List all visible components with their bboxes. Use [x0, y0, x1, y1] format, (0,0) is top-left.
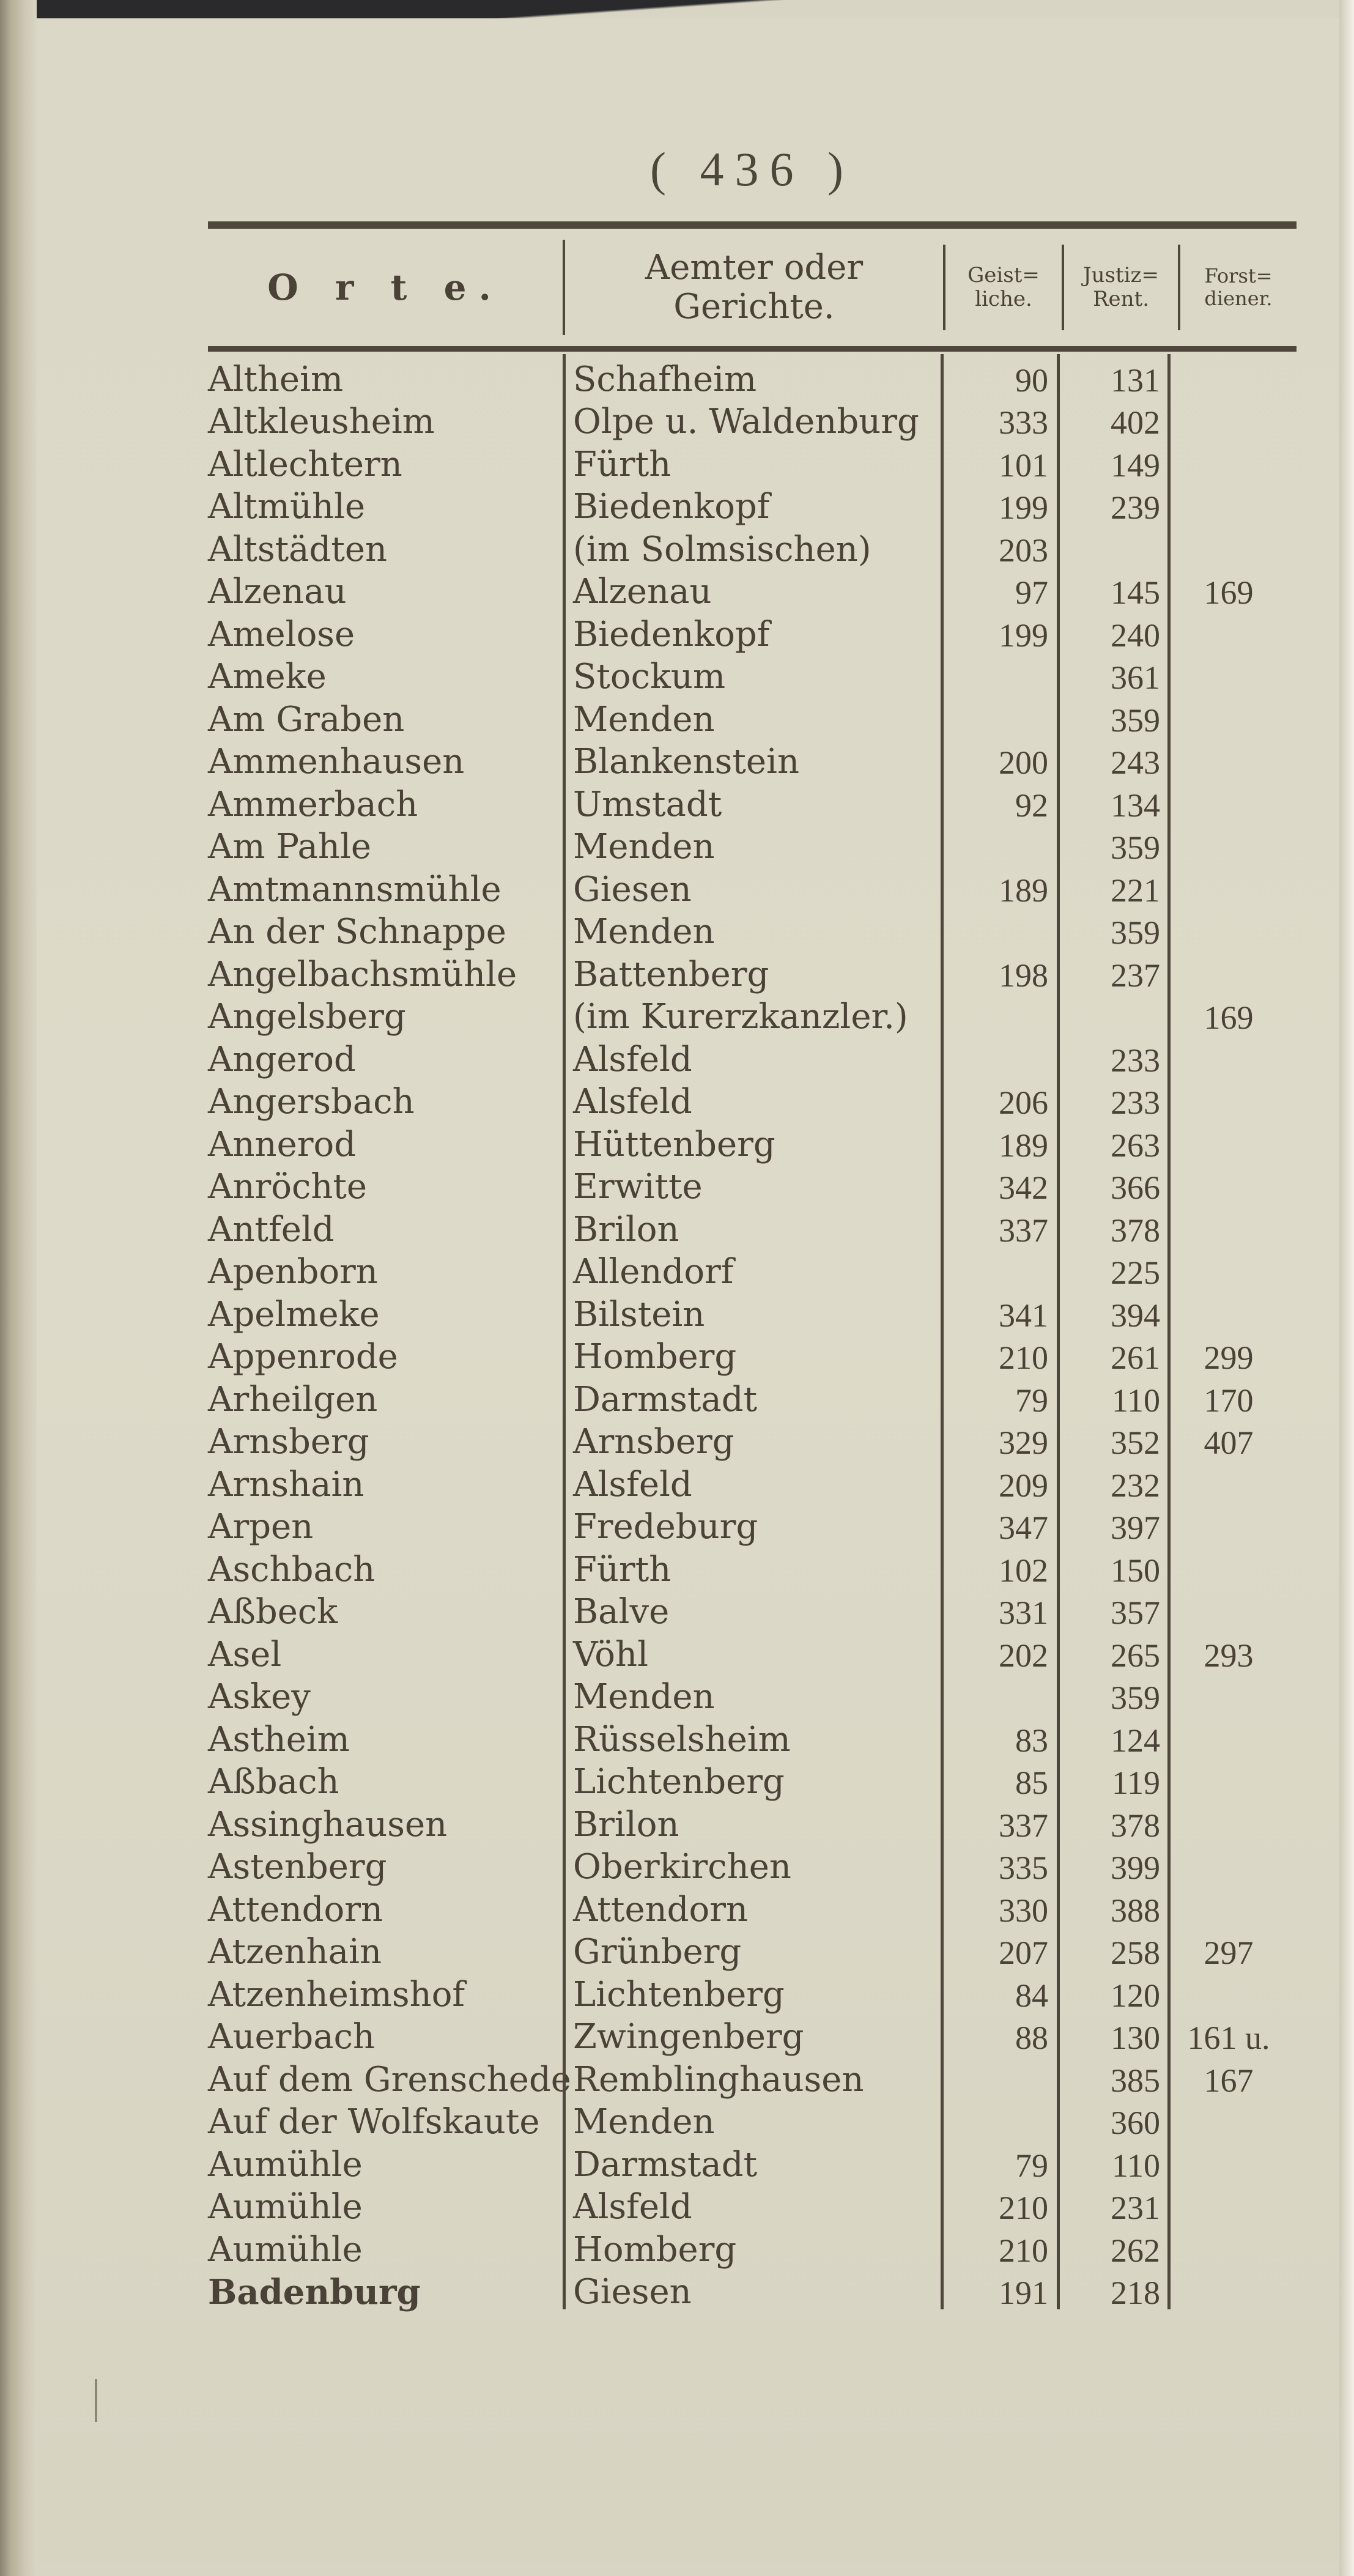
cell-geistliche: 347: [941, 1502, 1057, 1545]
table-row: [208, 2054, 1297, 2100]
table-row: [208, 609, 1297, 652]
cell-justiz-rent: 258: [1057, 1927, 1171, 1970]
cell-justiz-rent: [1057, 992, 1171, 1035]
cell-forstdiener: 169: [1204, 574, 1254, 611]
cell-justiz-rent: 261: [1057, 1332, 1171, 1375]
cell-amt: Biedenkopf: [563, 609, 941, 652]
table-row: [208, 992, 1297, 1035]
cell-amt: Grünberg: [563, 1927, 941, 1970]
cell-ort: Astheim: [208, 1719, 350, 1760]
margin-mark: [95, 2379, 97, 2422]
cell-geistliche: 191: [941, 2267, 1057, 2310]
cell-geistliche: 200: [941, 737, 1057, 780]
cell-justiz-rent: 239: [1057, 482, 1171, 525]
header-justiz-rent: [1062, 245, 1178, 330]
cell-geistliche: 342: [941, 1162, 1057, 1205]
cell-ort: Altkleusheim: [208, 402, 435, 442]
cell-amt: Bilstein: [563, 1289, 941, 1332]
table-row: [208, 1162, 1297, 1205]
cell-ort: Altheim: [208, 359, 344, 399]
cell-forstdiener: [1171, 1119, 1287, 1162]
table-body: [208, 354, 1297, 2312]
cell-forstdiener: [1171, 609, 1287, 652]
cell-geistliche: [941, 652, 1057, 695]
cell-geistliche: [941, 1247, 1057, 1290]
cell-forstdiener: [1171, 482, 1287, 525]
cell-forstdiener: [1171, 652, 1287, 695]
cell-justiz-rent: 131: [1057, 354, 1171, 397]
cell-ort: Ammenhausen: [208, 742, 465, 782]
table-row: [208, 1842, 1297, 1885]
cell-forstdiener: [1171, 2097, 1287, 2140]
cell-ort: Aumühle: [208, 2229, 363, 2270]
cell-ort: Aumühle: [208, 2144, 363, 2185]
cell-amt: Arnsberg: [563, 1417, 941, 1460]
cell-amt: Schafheim: [563, 354, 941, 397]
cell-ort: Arnshain: [208, 1464, 364, 1505]
cell-forstdiener: [1171, 1162, 1287, 1205]
cell-forstdiener: [1171, 1544, 1287, 1587]
cell-geistliche: 209: [941, 1459, 1057, 1502]
cell-forstdiener: 407: [1204, 1424, 1254, 1461]
cell-amt: Allendorf: [563, 1247, 941, 1290]
table-row: [208, 1417, 1297, 1460]
cell-ort: Assinghausen: [208, 1804, 448, 1845]
cell-ort: Am Graben: [208, 699, 405, 739]
cell-geistliche: 333: [941, 397, 1057, 440]
cell-justiz-rent: 378: [1057, 1799, 1171, 1842]
cell-geistliche: 189: [941, 864, 1057, 907]
cell-forstdiener: [1171, 1714, 1287, 1757]
cell-geistliche: [941, 2097, 1057, 2140]
cell-forstdiener: [1171, 779, 1287, 822]
cell-geistliche: 198: [941, 949, 1057, 992]
cell-amt: Alzenau: [563, 567, 941, 610]
cell-justiz-rent: 237: [1057, 949, 1171, 992]
table-row: [208, 737, 1297, 780]
cell-justiz-rent: 360: [1057, 2097, 1171, 2140]
cell-amt: Giesen: [563, 2267, 941, 2310]
table-row: [208, 1587, 1297, 1630]
cell-ort: Asel: [208, 1634, 282, 1675]
cell-justiz-rent: 243: [1057, 737, 1171, 780]
cell-geistliche: 199: [941, 609, 1057, 652]
table-row: [208, 1927, 1297, 1970]
header-forst-line1: Forst=: [1204, 264, 1273, 288]
cell-geistliche: 329: [941, 1417, 1057, 1460]
cell-amt: Blankenstein: [563, 737, 941, 780]
cell-justiz-rent: 397: [1057, 1502, 1171, 1545]
table-row: [208, 567, 1297, 610]
cell-forstdiener: [1171, 1842, 1287, 1885]
cell-amt: Darmstadt: [563, 1374, 941, 1417]
header-aemter-line2: Gerichte.: [673, 287, 835, 327]
page-number: ( 436 ): [650, 142, 854, 196]
cell-ort: Am Pahle: [208, 827, 372, 867]
cell-ort: Badenburg: [208, 2272, 421, 2312]
table-row: [208, 1502, 1297, 1545]
cell-amt: Erwitte: [563, 1162, 941, 1205]
cell-geistliche: 83: [941, 1714, 1057, 1757]
cell-ort: Askey: [208, 1677, 311, 1717]
cell-ort: Auf der Wolfskaute: [208, 2102, 540, 2142]
cell-ort: Apenborn: [208, 1252, 378, 1292]
cell-ort: Antfeld: [208, 1209, 335, 1249]
table-row: [208, 1884, 1297, 1930]
cell-ort: Angerod: [208, 1039, 356, 1079]
table-row: [208, 1714, 1297, 1760]
cell-amt: Biedenkopf: [563, 482, 941, 525]
table-row: [208, 2182, 1297, 2225]
cell-amt: Zwingenberg: [563, 2012, 941, 2055]
cell-amt: Umstadt: [563, 779, 941, 822]
page-right-edge: [1339, 0, 1354, 2576]
cell-amt: Olpe u. Waldenburg: [563, 397, 941, 440]
cell-amt: Alsfeld: [563, 1077, 941, 1120]
table-row: [208, 524, 1297, 567]
cell-geistliche: [941, 822, 1057, 865]
cell-ort: Annerod: [208, 1124, 357, 1164]
cell-forstdiener: [1171, 1289, 1287, 1332]
cell-forstdiener: [1171, 864, 1287, 907]
cell-ort: Amtmannsmühle: [208, 869, 501, 909]
cell-ort: An der Schnappe: [208, 912, 506, 952]
cell-geistliche: 341: [941, 1289, 1057, 1332]
place-register-table: [208, 221, 1297, 2312]
cell-amt: Fredeburg: [563, 1502, 941, 1545]
cell-geistliche: 85: [941, 1757, 1057, 1800]
cell-geistliche: 337: [941, 1799, 1057, 1842]
cell-amt: Fürth: [563, 1544, 941, 1587]
cell-amt: Remblinghausen: [563, 2054, 941, 2097]
table-row: [208, 907, 1297, 950]
cell-ort: Amelose: [208, 614, 355, 654]
header-aemter: [563, 240, 943, 335]
table-row: [208, 2224, 1297, 2270]
cell-forstdiener: 299: [1204, 1339, 1254, 1376]
cell-justiz-rent: 233: [1057, 1034, 1171, 1077]
cell-geistliche: [941, 992, 1057, 1035]
cell-justiz-rent: 134: [1057, 779, 1171, 822]
cell-justiz-rent: 361: [1057, 652, 1171, 695]
cell-amt: Menden: [563, 694, 941, 737]
cell-geistliche: 203: [941, 524, 1057, 567]
cell-ort: Appenrode: [208, 1337, 398, 1377]
table-row: [208, 1119, 1297, 1162]
table-row: [208, 1374, 1297, 1417]
cell-forstdiener: [1171, 1077, 1287, 1120]
cell-ort: Astenberg: [208, 1847, 387, 1887]
cell-justiz-rent: 366: [1057, 1162, 1171, 1205]
cell-forstdiener: [1171, 907, 1287, 950]
cell-geistliche: 207: [941, 1927, 1057, 1970]
header-geist-line2: liche.: [975, 287, 1032, 311]
book-spine-edge: [0, 0, 37, 2576]
cell-justiz-rent: 110: [1057, 2139, 1171, 2182]
cell-justiz-rent: 357: [1057, 1587, 1171, 1630]
cell-amt: Brilon: [563, 1799, 941, 1842]
cell-amt: Menden: [563, 2097, 941, 2140]
cell-geistliche: 335: [941, 1842, 1057, 1885]
cell-amt: Homberg: [563, 2224, 941, 2267]
cell-justiz-rent: 388: [1057, 1884, 1171, 1927]
cell-forstdiener: [1171, 1459, 1287, 1502]
header-forstdiener: [1178, 245, 1297, 330]
cell-justiz-rent: 231: [1057, 2182, 1171, 2225]
cell-forstdiener: [1171, 397, 1287, 440]
header-justiz-line1: Justiz=: [1083, 262, 1159, 287]
cell-forstdiener: [1171, 1969, 1287, 2012]
cell-ort: Attendorn: [208, 1889, 383, 1930]
cell-forstdiener: [1171, 1799, 1287, 1842]
cell-justiz-rent: 359: [1057, 822, 1171, 865]
cell-justiz-rent: 378: [1057, 1204, 1171, 1247]
cell-ort: Apelmeke: [208, 1294, 380, 1334]
cell-ort: Ameke: [208, 657, 327, 697]
cell-ort: Auerbach: [208, 2017, 375, 2057]
cell-ort: Angelbachsmühle: [208, 954, 517, 994]
cell-geistliche: 210: [941, 1332, 1057, 1375]
table-row: [208, 354, 1297, 397]
table-row: [208, 1077, 1297, 1120]
cell-geistliche: 330: [941, 1884, 1057, 1927]
table-row: [208, 1799, 1297, 1845]
cell-ort: Angelsberg: [208, 997, 406, 1037]
cell-forstdiener: [1171, 1034, 1287, 1077]
cell-geistliche: 79: [941, 1374, 1057, 1417]
cell-amt: Attendorn: [563, 1884, 941, 1927]
cell-amt: Menden: [563, 907, 941, 950]
cell-forstdiener: [1171, 439, 1287, 482]
cell-justiz-rent: 262: [1057, 2224, 1171, 2267]
cell-justiz-rent: 124: [1057, 1714, 1171, 1757]
header-geistliche: [943, 245, 1062, 330]
cell-justiz-rent: 394: [1057, 1289, 1171, 1332]
cell-forstdiener: [1171, 1204, 1287, 1247]
cell-amt: Menden: [563, 822, 941, 865]
cell-forstdiener: 170: [1204, 1382, 1254, 1419]
cell-forstdiener: [1171, 2182, 1287, 2225]
cell-justiz-rent: 130: [1057, 2012, 1171, 2055]
cell-geistliche: 79: [941, 2139, 1057, 2182]
cell-justiz-rent: 359: [1057, 907, 1171, 950]
header-justiz-line2: Rent.: [1092, 287, 1150, 311]
cell-forstdiener: [1171, 694, 1287, 737]
cell-amt: Balve: [563, 1587, 941, 1630]
cell-geistliche: [941, 1672, 1057, 1715]
table-row: [208, 439, 1297, 482]
cell-geistliche: 88: [941, 2012, 1057, 2055]
cell-justiz-rent: 233: [1057, 1077, 1171, 1120]
table-row: [208, 949, 1297, 992]
cell-geistliche: 202: [941, 1629, 1057, 1672]
cell-amt: (im Solmsischen): [563, 524, 941, 567]
table-row: [208, 482, 1297, 525]
cell-forstdiener: [1171, 1247, 1287, 1290]
cell-geistliche: 90: [941, 354, 1057, 397]
cell-forstdiener: [1171, 524, 1287, 567]
table-row: [208, 779, 1297, 822]
cell-justiz-rent: 385: [1057, 2054, 1171, 2097]
cell-forstdiener: [1171, 949, 1287, 992]
cell-amt: Oberkirchen: [563, 1842, 941, 1885]
cell-amt: Lichtenberg: [563, 1969, 941, 2012]
cell-geistliche: 206: [941, 1077, 1057, 1120]
cell-justiz-rent: 263: [1057, 1119, 1171, 1162]
cell-forstdiener: [1171, 822, 1287, 865]
cell-geistliche: 97: [941, 567, 1057, 610]
cell-geistliche: 337: [941, 1204, 1057, 1247]
top-rule: [208, 221, 1297, 229]
cell-ort: Atzenhain: [208, 1932, 382, 1972]
cell-amt: Hüttenberg: [563, 1119, 941, 1162]
cell-amt: Menden: [563, 1672, 941, 1715]
cell-amt: Vöhl: [563, 1629, 941, 1672]
cell-ort: Aumühle: [208, 2187, 363, 2227]
cell-geistliche: 199: [941, 482, 1057, 525]
header-orte: [208, 229, 563, 346]
table-row: [208, 1332, 1297, 1375]
cell-justiz-rent: 352: [1057, 1417, 1171, 1460]
cell-forstdiener: 167: [1204, 2062, 1254, 2099]
cell-amt: Fürth: [563, 439, 941, 482]
cell-ort: Auf dem Grenschede: [208, 2059, 571, 2100]
cell-geistliche: [941, 1034, 1057, 1077]
table-row: [208, 822, 1297, 865]
cell-justiz-rent: 240: [1057, 609, 1171, 652]
table-row: [208, 1034, 1297, 1077]
header-geist-line1: Geist=: [967, 262, 1040, 287]
cell-amt: Lichtenberg: [563, 1757, 941, 1800]
cell-ort: Altstädten: [208, 529, 388, 569]
cell-ort: Anröchte: [208, 1167, 368, 1207]
cell-amt: Giesen: [563, 864, 941, 907]
header-forst-line2: diener.: [1204, 287, 1273, 310]
cell-geistliche: 102: [941, 1544, 1057, 1587]
cell-geistliche: 210: [941, 2182, 1057, 2225]
cell-justiz-rent: 221: [1057, 864, 1171, 907]
cell-justiz-rent: 145: [1057, 567, 1171, 610]
cell-justiz-rent: 399: [1057, 1842, 1171, 1885]
cell-forstdiener: [1171, 1587, 1287, 1630]
cell-geistliche: 331: [941, 1587, 1057, 1630]
cell-amt: Homberg: [563, 1332, 941, 1375]
table-row: [208, 1459, 1297, 1505]
cell-justiz-rent: 120: [1057, 1969, 1171, 2012]
cell-forstdiener: [1171, 1672, 1287, 1715]
cell-justiz-rent: 265: [1057, 1629, 1171, 1672]
table-row: [208, 1544, 1297, 1590]
table-row: [208, 1672, 1297, 1715]
cell-forstdiener: [1171, 354, 1287, 397]
cell-forstdiener: 169: [1204, 999, 1254, 1036]
cell-justiz-rent: 150: [1057, 1544, 1171, 1587]
cell-amt: Alsfeld: [563, 1459, 941, 1502]
cell-amt: Rüsselsheim: [563, 1714, 941, 1757]
cell-justiz-rent: 359: [1057, 1672, 1171, 1715]
cell-amt: Battenberg: [563, 949, 941, 992]
cell-justiz-rent: [1057, 524, 1171, 567]
cell-geistliche: [941, 907, 1057, 950]
cell-geistliche: [941, 2054, 1057, 2097]
cell-geistliche: 210: [941, 2224, 1057, 2267]
cell-justiz-rent: 225: [1057, 1247, 1171, 1290]
table-row: [208, 652, 1297, 695]
table-row: [208, 694, 1297, 737]
cell-geistliche: 92: [941, 779, 1057, 822]
cell-justiz-rent: 232: [1057, 1459, 1171, 1502]
cell-justiz-rent: 119: [1057, 1757, 1171, 1800]
cell-justiz-rent: 110: [1057, 1374, 1171, 1417]
cell-ort: Alzenau: [208, 572, 347, 612]
table-row: [208, 1289, 1297, 1332]
table-row: [208, 1247, 1297, 1290]
cell-ort: Aschbach: [208, 1549, 375, 1590]
cell-ort: Altmühle: [208, 487, 366, 527]
cell-forstdiener: [1171, 1884, 1287, 1927]
table-row: [208, 864, 1297, 907]
cell-ort: Ammerbach: [208, 784, 418, 824]
table-row: [208, 2097, 1297, 2140]
cell-forstdiener: [1171, 1757, 1287, 1800]
header-rule: [208, 346, 1297, 352]
table-header: [208, 229, 1297, 346]
cell-ort: Arpen: [208, 1507, 314, 1547]
table-row: [208, 2139, 1297, 2185]
cell-forstdiener: 293: [1204, 1637, 1254, 1674]
cell-ort: Aßbeck: [208, 1592, 338, 1632]
cell-amt: Stockum: [563, 652, 941, 695]
table-row: [208, 2012, 1297, 2055]
table-row: [208, 1204, 1297, 1247]
cell-justiz-rent: 218: [1057, 2267, 1171, 2310]
table-row: [208, 1757, 1297, 1800]
cell-forstdiener: [1171, 1502, 1287, 1545]
cell-geistliche: 84: [941, 1969, 1057, 2012]
table-row: [208, 1629, 1297, 1675]
cell-forstdiener: [1171, 2267, 1287, 2310]
header-aemter-line1: Aemter oder: [645, 247, 864, 287]
cell-ort: Arnsberg: [208, 1422, 369, 1462]
cell-amt: Alsfeld: [563, 2182, 941, 2225]
cell-forstdiener: [1171, 737, 1287, 780]
header-orte-label: O r t e.: [267, 266, 503, 308]
cell-amt: Darmstadt: [563, 2139, 941, 2182]
cell-ort: Arheilgen: [208, 1379, 378, 1419]
table-row: [208, 1969, 1297, 2015]
cell-forstdiener: [1171, 2139, 1287, 2182]
cell-ort: Atzenheimshof: [208, 1974, 465, 2015]
cell-amt: (im Kurerzkanzler.): [563, 992, 941, 1035]
cell-geistliche: 189: [941, 1119, 1057, 1162]
cell-amt: Alsfeld: [563, 1034, 941, 1077]
cell-ort: Aßbach: [208, 1762, 339, 1802]
cell-justiz-rent: 359: [1057, 694, 1171, 737]
cell-justiz-rent: 149: [1057, 439, 1171, 482]
table-row: [208, 397, 1297, 440]
cell-justiz-rent: 402: [1057, 397, 1171, 440]
cell-geistliche: [941, 694, 1057, 737]
cell-amt: Brilon: [563, 1204, 941, 1247]
cell-forstdiener: 161 u.: [1187, 2019, 1270, 2056]
cell-geistliche: 101: [941, 439, 1057, 482]
cell-forstdiener: [1171, 2224, 1287, 2267]
cell-forstdiener: 297: [1204, 1934, 1254, 1971]
cell-ort: Angersbach: [208, 1082, 415, 1122]
table-row: [208, 2267, 1297, 2310]
cell-ort: Altlechtern: [208, 444, 402, 484]
